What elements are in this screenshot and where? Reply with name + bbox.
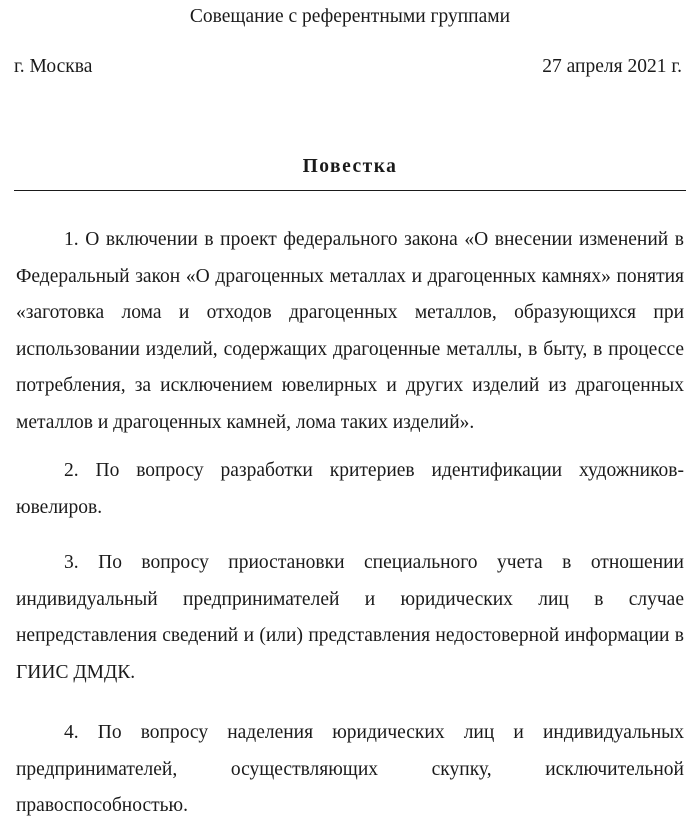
meeting-date: 27 апреля 2021 г. [542, 56, 682, 77]
meta-row [14, 54, 682, 80]
agenda-heading: Повестка [302, 156, 398, 177]
agenda-item-4: 4. По вопросу наделения юридических лиц и индивидуальных предпринимателей, осуществляющих скупку, исключительной правоспособностью. [16, 722, 684, 817]
agenda-item-2: 2. По вопросу разработки критериев идентификации художников-ювелиров. [16, 460, 684, 518]
agenda-item-1: 1. О включении в проект федерального закона «О внесении изменений в Федеральный закон «О драгоценных металлах и драгоценных камнях» понятия «заготовка лома и отходов драгоценных металлов, образующихся при использовании изделий, содержащих драгоценные металлы, в быту, в процессе потребления, за исключением ювелирных и других изделий из драгоценных металлов и драгоценных камней, лома таких изделий». [16, 229, 684, 433]
agenda-item-3: 3. По вопросу приостановки специального учета в отношении индивидуальный предпринимателей и юридических лиц в случае непредставления сведений и (или) представления недостоверной информации в ГИИС ДМДК. [16, 552, 684, 683]
heading-divider [14, 190, 686, 191]
meeting-title: Совещание с референтными группами [189, 6, 511, 27]
city: г. Москва [14, 56, 93, 77]
